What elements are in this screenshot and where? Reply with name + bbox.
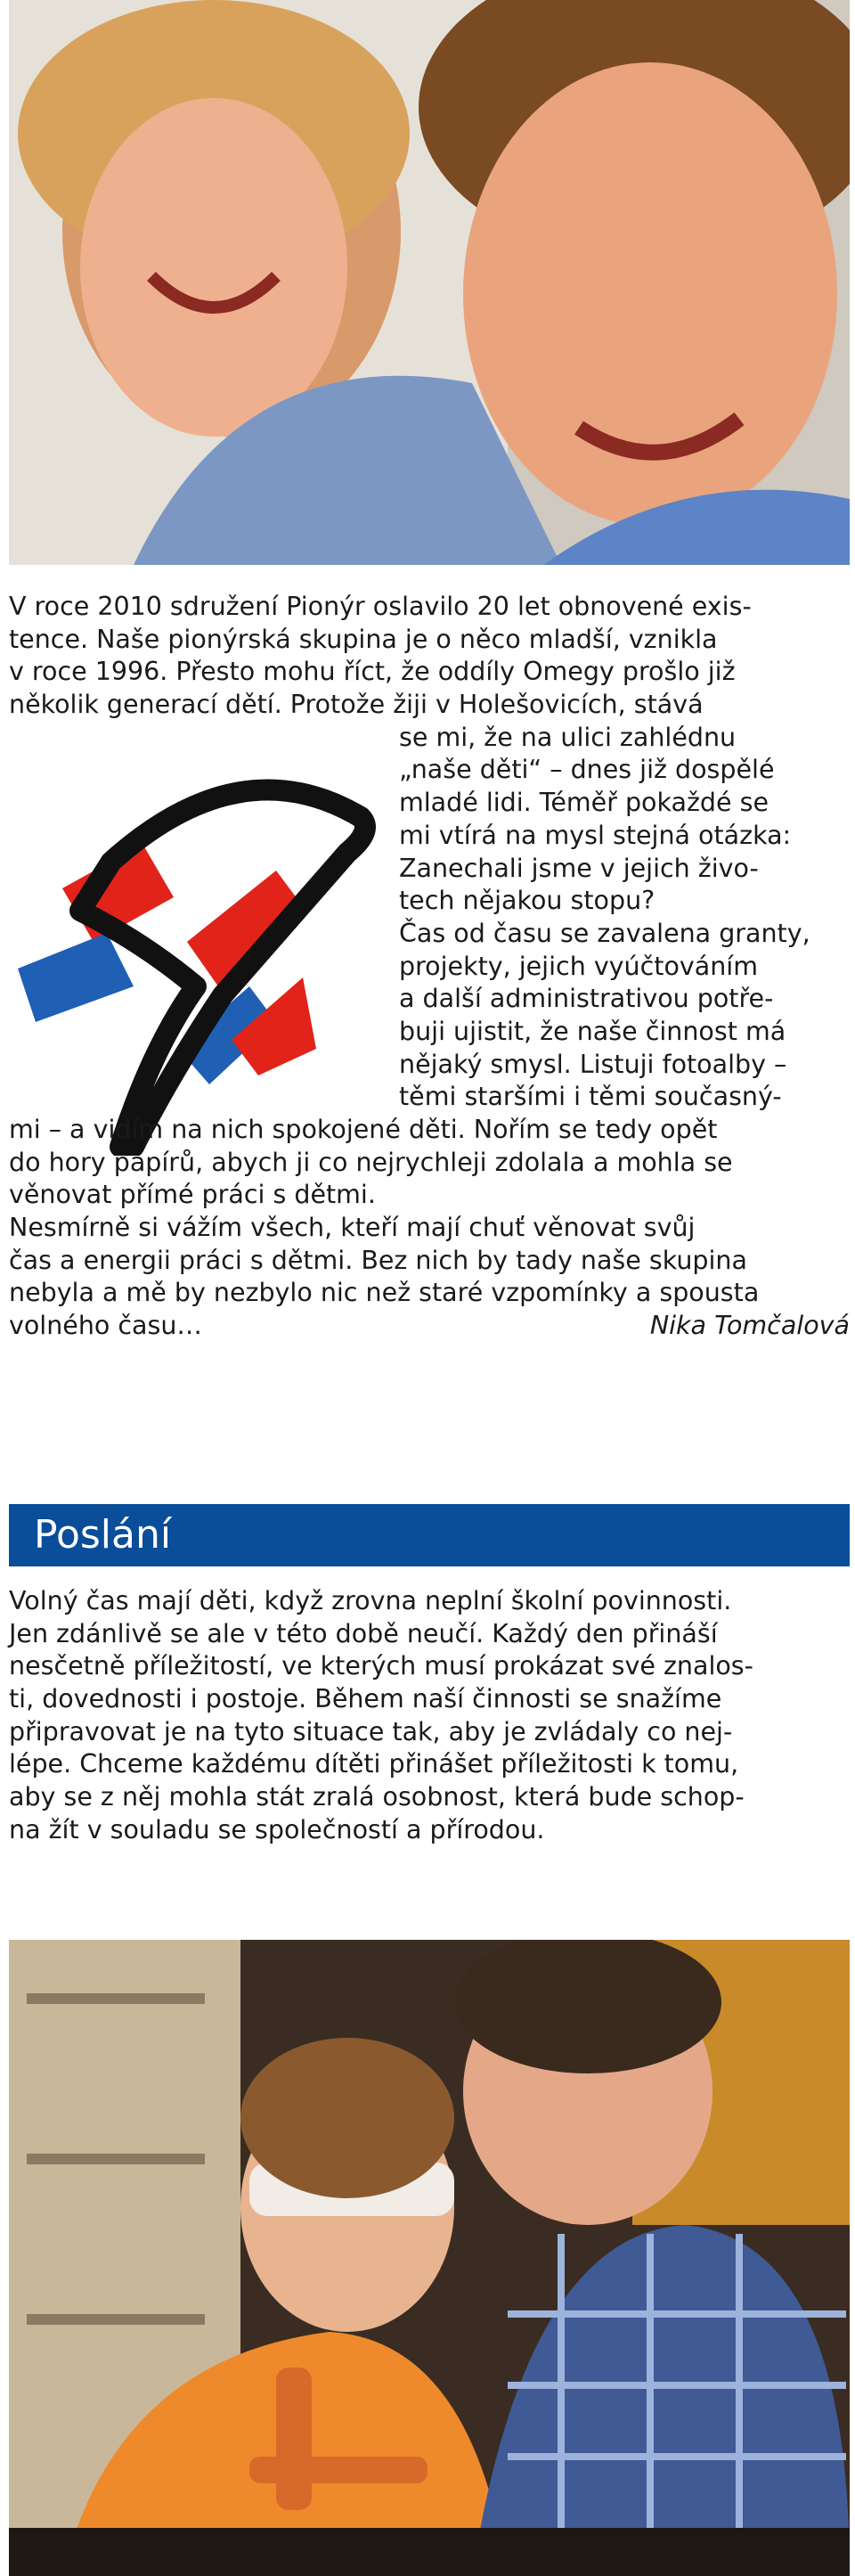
intro-line: mi – a vidím na nich spokojené děti. Nořím se tedy opět: [9, 1115, 718, 1144]
intro-line: do hory papírů, abych ji co nejrychleji zdolala a mohla se: [9, 1147, 733, 1177]
intro-line: mi vtírá na mysl stejná otázka:: [399, 820, 792, 850]
intro-line: „naše děti“ – dnes již dospělé: [399, 755, 775, 785]
intro-line: se mi, že na ulici zahlédnu: [399, 722, 737, 752]
intro-line: čas a energii práci s dětmi. Bez nich by tady naše skupina: [9, 1245, 747, 1275]
intro-line: volného času…: [9, 1311, 202, 1341]
mission-line: Jen zdánlivě se ale v této době neučí. Každý den přináší: [9, 1618, 718, 1648]
intro-line: Zanechali jsme v jejich živo-: [399, 853, 759, 883]
mission-line: Volný čas mají děti, když zrovna neplní školní povinnosti.: [9, 1586, 732, 1615]
intro-line: V roce 2010 sdružení Pionýr oslavilo 20 let obnovené exis-: [9, 592, 752, 621]
section-heading-bar: [9, 1504, 850, 1566]
intro-line: tech nějakou stopu?: [399, 886, 656, 916]
intro-line: věnovat přímé práci s dětmi.: [9, 1180, 376, 1210]
intro-line: v roce 1996. Přesto mohu říct, že oddíly Omegy prošlo již: [9, 657, 736, 687]
intro-line: tence. Naše pionýrská skupina je o něco mladší, vznikla: [9, 624, 718, 654]
section-heading: Poslání: [34, 1512, 172, 1558]
intro-line: nějaký smysl. Listuji fotoalby –: [399, 1049, 787, 1079]
intro-line: a další administrativou potře-: [399, 984, 774, 1014]
intro-last-line: [9, 1310, 850, 1343]
intro-text: [9, 591, 850, 1343]
mission-line: ti, dovednosti i postoje. Během naší činnosti se snažíme: [9, 1684, 722, 1714]
mission-line: nesčetně příležitostí, ve kterých musí prokázat své znalos-: [9, 1651, 753, 1681]
intro-line: mladé lidi. Téměř pokaždé se: [399, 788, 769, 818]
photo-child-and-woman: [9, 0, 850, 565]
intro-line: Čas od času se zavalena granty,: [399, 918, 810, 948]
author-signature: Nika Tomčalová: [649, 1311, 850, 1341]
intro-line: Nesmírně si vážím všech, kteří mají chuť věnovat svůj: [9, 1213, 696, 1243]
mission-line: aby se z něj mohla stát zralá osobnost, která bude schop-: [9, 1782, 745, 1812]
intro-line: několik generací dětí. Protože žiji v Holešovicích, stává: [9, 690, 704, 720]
mission-line: připravovat je na tyto situace tak, aby je zvládaly co nej-: [9, 1716, 733, 1746]
photo-blindfolded-game: [9, 1940, 850, 2576]
mission-line: na žít v souladu se společností a přírodou.: [9, 1814, 545, 1844]
intro-line: těmi staršími i těmi současný-: [399, 1082, 782, 1112]
mission-text: [9, 1585, 850, 1847]
intro-line: nebyla a mě by nezbylo nic než staré vzpomínky a spousta: [9, 1278, 760, 1308]
intro-line: buji ujistit, že naše činnost má: [399, 1016, 786, 1046]
intro-line: projekty, jejich vyúčtováním: [399, 951, 758, 981]
mission-line: lépe. Chceme každému dítěti přinášet příležitosti k tomu,: [9, 1749, 739, 1779]
